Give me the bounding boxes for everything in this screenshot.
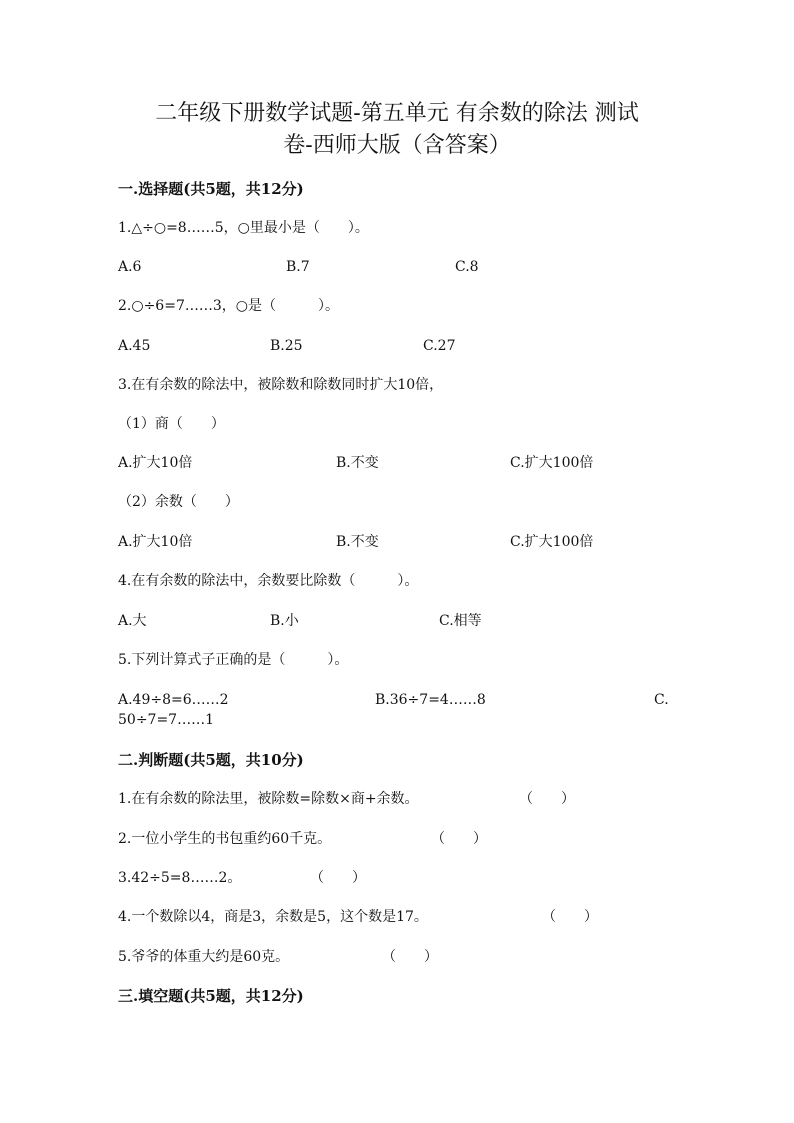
answer-bracket: （ ） — [542, 909, 598, 925]
section-heading-fill: 三.填空题(共5题，共12分) — [118, 987, 304, 1005]
question-stem: 2.○÷6=7……3，○是（ ）。 — [118, 298, 339, 314]
option-c-value: 50÷7=7……1 — [118, 712, 214, 728]
option-b: B.不变 — [336, 534, 379, 550]
judgement-item: 1.在有余数的除法里，被除数=除数×商+余数。 — [118, 791, 419, 807]
judgement-item: 2.一位小学生的书包重约60千克。 — [118, 831, 332, 847]
option-a: A.45 — [118, 338, 151, 354]
question-stem: 5.下列计算式子正确的是（ ）。 — [118, 652, 349, 668]
option-b: B.小 — [270, 613, 299, 629]
option-c: C. — [654, 692, 669, 708]
judgement-item: 4.一个数除以4，商是3，余数是5，这个数是17。 — [118, 909, 428, 925]
option-a: A.扩大10倍 — [118, 534, 193, 550]
option-a: A.49÷8=6……2 — [118, 692, 229, 708]
section-heading-judgement: 二.判断题(共5题，共10分) — [118, 751, 304, 769]
sub-question: （1）商（ ） — [118, 416, 225, 432]
section-heading-choice: 一.选择题(共5题，共12分) — [118, 180, 304, 198]
answer-bracket: （ ） — [431, 831, 487, 847]
title-line-1: 二年级下册数学试题-第五单元 有余数的除法 测试 — [155, 101, 639, 126]
question-stem: 3.在有余数的除法中，被除数和除数同时扩大10倍， — [118, 377, 444, 393]
option-c: C.8 — [455, 259, 479, 275]
option-b: B.25 — [270, 338, 303, 354]
judgement-item: 5.爷爷的体重大约是60克。 — [118, 949, 290, 965]
option-a: A.扩大10倍 — [118, 455, 193, 471]
option-b: B.7 — [286, 259, 310, 275]
option-c: C.扩大100倍 — [510, 534, 594, 550]
title-line-2: 卷-西师大版（含答案） — [283, 133, 511, 158]
answer-bracket: （ ） — [382, 949, 438, 965]
sub-question: （2）余数（ ） — [118, 494, 239, 510]
option-c: C.27 — [423, 338, 456, 354]
option-a: A.大 — [118, 613, 147, 629]
option-c: C.扩大100倍 — [510, 455, 594, 471]
option-c: C.相等 — [439, 613, 482, 629]
question-stem: 4.在有余数的除法中，余数要比除数（ ）。 — [118, 573, 419, 589]
option-a: A.6 — [118, 259, 142, 275]
option-b: B.36÷7=4……8 — [375, 692, 486, 708]
question-stem: 1.△÷○=8……5，○里最小是（ ）。 — [118, 220, 369, 236]
option-b: B.不变 — [336, 455, 379, 471]
answer-bracket: （ ） — [310, 870, 366, 886]
page-title — [100, 98, 694, 162]
judgement-item: 3.42÷5=8……2。 — [118, 870, 242, 886]
answer-bracket: （ ） — [519, 791, 575, 807]
